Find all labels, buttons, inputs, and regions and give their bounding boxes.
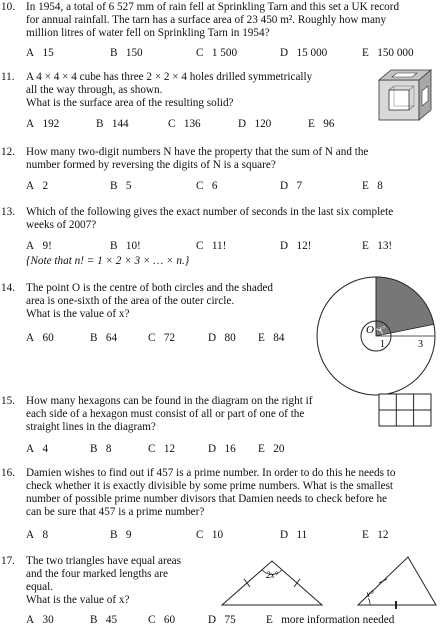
- question-line: What is the value of x?: [26, 594, 130, 606]
- question-line: check whether it is exactly divisible by some prime numbers. What is the smallest: [26, 480, 394, 492]
- question-line: million litres of water fell on Sprinkling Tarn in 1954?: [26, 27, 270, 39]
- option-e[interactable]: E 96: [308, 118, 335, 130]
- option-c[interactable]: C 12: [148, 443, 176, 455]
- left-angle-label: 2x°: [266, 570, 279, 580]
- option-b[interactable]: B 10!: [110, 240, 141, 252]
- right-angle-label: x°: [366, 589, 374, 599]
- option-b[interactable]: B 8: [90, 443, 112, 455]
- question-number: 11.: [1, 71, 15, 83]
- angle-label: x°: [379, 325, 385, 333]
- option-a[interactable]: A 60: [26, 332, 54, 344]
- option-c[interactable]: C 6: [196, 180, 218, 192]
- question-line: weeks of 2007?: [26, 219, 97, 231]
- option-d[interactable]: D 16: [208, 443, 236, 455]
- option-a[interactable]: A 30: [26, 614, 54, 626]
- option-e[interactable]: E more information needed: [266, 614, 395, 626]
- option-d[interactable]: D 11: [280, 529, 308, 541]
- question-line: equal.: [26, 581, 54, 593]
- question-line: How many two-digit numbers N have the property that the sum of N and the: [26, 146, 369, 158]
- option-c[interactable]: C 136: [168, 118, 201, 130]
- question-text: [26, 467, 439, 519]
- question-line: and the four marked lengths are: [26, 568, 168, 580]
- concentric-circles-figure: [310, 271, 442, 403]
- question-line: A 4 × 4 × 4 cube has three 2 × 2 × 4 holes drilled symmetrically: [26, 71, 313, 83]
- question-line: The point O is the centre of both circles and the shaded: [26, 282, 273, 294]
- option-a[interactable]: A 9!: [26, 240, 52, 252]
- option-b[interactable]: B 45: [90, 614, 118, 626]
- option-e[interactable]: E 20: [258, 443, 285, 455]
- question-text: [26, 1, 439, 40]
- option-e[interactable]: E 84: [258, 332, 285, 344]
- option-e[interactable]: E 150 000: [362, 47, 414, 59]
- question-line: for annual rainfall. The tarn has a surface area of 23 450 m². Roughly how many: [26, 14, 387, 26]
- question-line: How many hexagons can be found in the diagram on the right if: [26, 395, 313, 407]
- option-c[interactable]: C 11!: [196, 240, 227, 252]
- option-c[interactable]: C 72: [148, 332, 176, 344]
- factorial-note: {Note that n! = 1 × 2 × 3 × … × n.}: [26, 255, 190, 267]
- question-line: What is the surface area of the resulting solid?: [26, 97, 234, 109]
- question-line: Damien wishes to find out if 457 is a prime number. In order to do this he needs to: [26, 467, 396, 479]
- option-e[interactable]: E 12: [362, 529, 389, 541]
- question-line: area is one-sixth of the area of the outer circle.: [26, 295, 235, 307]
- two-triangles-figure: [218, 553, 442, 611]
- option-b[interactable]: B 64: [90, 332, 118, 344]
- question-line: can be sure that 457 is a prime number?: [26, 506, 205, 518]
- question-line: What is the value of x?: [26, 308, 130, 320]
- question-line: Which of the following gives the exact number of seconds in the last six complete: [26, 206, 394, 218]
- question-line: all the way through, as shown.: [26, 84, 163, 96]
- question-line: In 1954, a total of 6 527 mm of rain fell at Sprinkling Tarn and this set a UK record: [26, 1, 400, 13]
- option-b[interactable]: B 9: [110, 529, 132, 541]
- question-line: straight lines in the diagram?: [26, 421, 156, 433]
- question-text: [26, 146, 439, 172]
- option-a[interactable]: A 192: [26, 118, 60, 130]
- option-b[interactable]: B 150: [110, 47, 143, 59]
- option-b[interactable]: B 5: [110, 180, 132, 192]
- option-d[interactable]: D 15 000: [280, 47, 328, 59]
- option-d[interactable]: D 120: [238, 118, 272, 130]
- option-c[interactable]: C 10: [196, 529, 224, 541]
- cube-with-holes-figure: [376, 67, 434, 125]
- option-e[interactable]: E 13!: [362, 240, 393, 252]
- option-d[interactable]: D 12!: [280, 240, 312, 252]
- grid-rectangles-figure: [377, 392, 433, 428]
- question-number: 16.: [1, 467, 15, 479]
- center-label: O: [366, 324, 374, 336]
- question-line: The two triangles have equal areas: [26, 555, 182, 567]
- question-line: number formed by reversing the digits of N is a square?: [26, 159, 276, 171]
- question-number: 12.: [1, 146, 15, 158]
- option-c[interactable]: C 60: [148, 614, 176, 626]
- question-number: 15.: [1, 395, 15, 407]
- question-text: [26, 206, 439, 232]
- question-number: 14.: [1, 282, 15, 294]
- option-d[interactable]: D 80: [208, 332, 236, 344]
- inner-length-label: 1: [380, 339, 385, 350]
- option-a[interactable]: A 8: [26, 529, 49, 541]
- question-line: each side of a hexagon must consist of all or part of one of the: [26, 408, 305, 420]
- option-a[interactable]: A 15: [26, 47, 54, 59]
- option-e[interactable]: E 8: [362, 180, 383, 192]
- option-d[interactable]: D 7: [280, 180, 303, 192]
- option-d[interactable]: D 75: [208, 614, 236, 626]
- question-number: 17.: [1, 555, 15, 567]
- question-number: 13.: [1, 206, 15, 218]
- option-c[interactable]: C 1 500: [196, 47, 238, 59]
- outer-length-label: 3: [418, 339, 423, 350]
- option-a[interactable]: A 4: [26, 443, 49, 455]
- option-b[interactable]: B 144: [96, 118, 129, 130]
- question-number: 10.: [1, 1, 15, 13]
- question-line: number of possible prime number divisors that Damien needs to check before he: [26, 493, 388, 505]
- option-a[interactable]: A 2: [26, 180, 49, 192]
